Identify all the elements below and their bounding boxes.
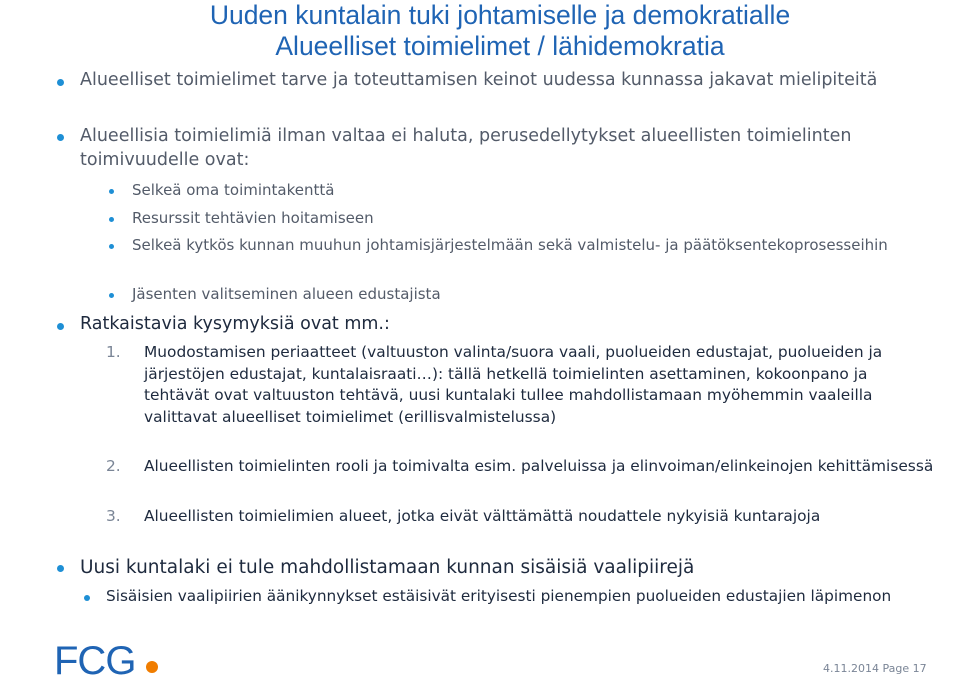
sub-bullet-item: Selkeä kytkös kunnan muuhun johtamisjärjestelmään sekä valmistelu- ja päätöksentekoprosesseihin [132,236,888,254]
bullet-icon [57,565,64,572]
slide-title [60,0,940,62]
final-heading: Uusi kuntalaki ei tule mahdollistamaan kunnan sisäisiä vaalipiirejä [80,557,695,578]
bullet-icon [57,134,64,141]
slide-title-line2: Alueelliset toimielimet / lähidemokratia [275,31,725,61]
slide-title-line1: Uuden kuntalain tuki johtamiselle ja demokratialle [209,0,791,30]
final-sub-item: Sisäisien vaalipiirien äänikynnykset estäisivät erityisesti pienempien puolueiden edustajien läpimenon [106,587,892,605]
questions-heading: Ratkaistavia kysymyksiä ovat mm.: [80,314,390,334]
footer [823,662,927,675]
item-number: 2. [106,457,121,475]
sub-bullet-icon [109,293,114,298]
fcg-logo-text: FCG [54,640,136,680]
sub-bullet-item: Resurssit tehtävien hoitamiseen [132,209,374,227]
sub-bullet-item: Jäsenten valitseminen alueen edustajista [132,285,441,303]
sub-bullet-icon [109,244,114,249]
bullet-item: Alueellisia toimielimiä ilman valtaa ei haluta, perusedellytykset alueellisten toimielinten toimivuudelle ovat: [80,126,852,170]
sub-bullet-icon [109,217,114,222]
bullet-icon [57,79,64,86]
item-number: 3. [106,507,121,525]
bullet-icon [57,323,64,330]
sub-bullet-icon [109,189,114,194]
question-item: Alueellisten toimielinten rooli ja toimivalta esim. palveluissa ja elinvoiman/elinkeinojen kehittämisessä [144,457,934,475]
page-number: Page 17 [882,662,927,675]
sub-bullet-icon [84,595,90,601]
question-item: Alueellisten toimielimien alueet, jotka eivät välttämättä noudattele nykyisiä kuntarajoja [144,507,821,525]
question-item: Muodostamisen periaatteet (valtuuston valinta/suora vaali, puolueiden edustajat, puolueiden ja järjestöjen edustajat, kuntalaisraati…): tällä hetkellä toimielinten asettaminen, kokoonpano ja tehtävät ovat valtuuston tehtävä, uusi kuntalaki tullee mahdollistamaan myöhemmin vaaleilla valittavat alueelliset toimielimet (erillisvalmistelussa) [144,343,883,426]
bullet-item: Alueelliset toimielimet tarve ja toteuttamisen keinot uudessa kunnassa jakavat mielipiteitä [80,70,878,90]
sub-bullet-item: Selkeä oma toimintakenttä [132,181,335,199]
footer-date: 4.11.2014 [823,662,879,675]
fcg-logo [54,640,164,680]
logo-dot-icon [146,661,158,673]
item-number: 1. [106,343,121,361]
